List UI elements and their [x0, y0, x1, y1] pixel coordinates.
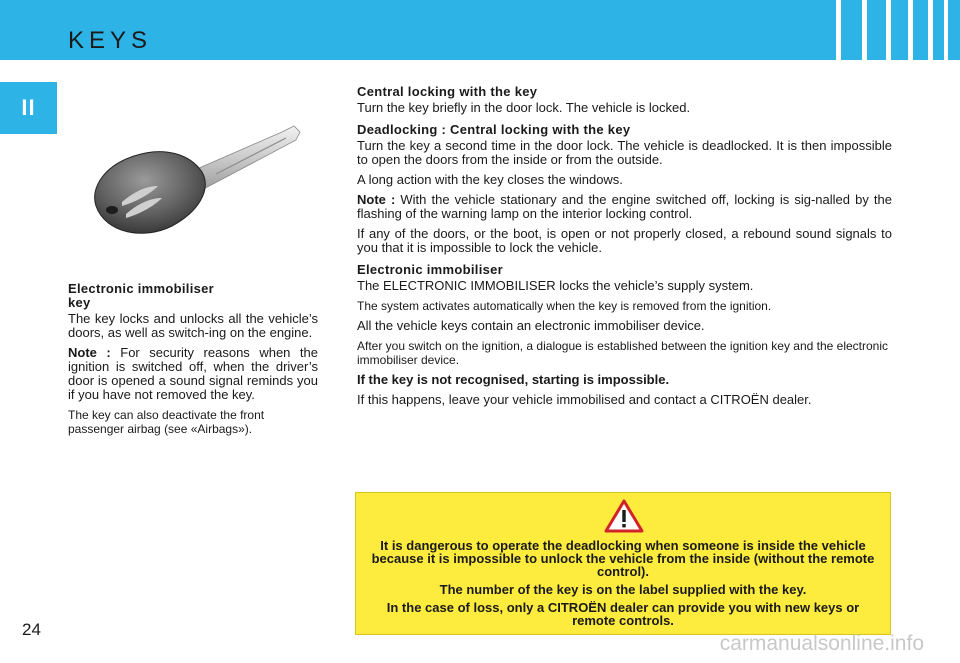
warning-paragraph-deadlocking: It is dangerous to operate the deadlocking when someone is inside the vehicle because it is impossible to unlock the vehicle from the inside (without the remote control). [371, 538, 875, 579]
auto-activation-text: The system activates automatically when the key is removed from the ignition. [357, 299, 772, 313]
immobiliser-key-heading-line2: key [68, 295, 91, 310]
note-text: With the vehicle stationary and the engine switched off, locking is sig-nalled by the flashing of the warning lamp on the interior locking control. [357, 192, 892, 221]
warning-box [355, 492, 891, 635]
airbag-paragraph: The key can also deactivate the front passenger airbag (see «Airbags»). [68, 408, 265, 436]
central-locking-text: Turn the key briefly in the door lock. The vehicle is locked. [357, 100, 691, 115]
page-number: 24 [22, 620, 41, 639]
warning-text [370, 539, 876, 632]
warning-paragraph-loss: In the case of loss, only a CITROËN dealer can provide you with new keys or remote controls. [386, 600, 860, 628]
right-column [357, 85, 892, 413]
immobiliser-supply-text: The ELECTRONIC IMMOBILISER locks the vehicle’s supply system. [357, 278, 754, 293]
deadlocking-heading: Deadlocking : Central locking with the key [357, 122, 631, 137]
left-column [68, 282, 318, 442]
note-text: For security reasons when the ignition is switched off, when the driver’s door is opened a sound signal reminds you if you have not removed the key. [68, 345, 318, 402]
not-recognised-text: If the key is not recognised, starting is impossible. [357, 372, 670, 387]
central-locking-heading: Central locking with the key [357, 84, 538, 99]
immobiliser-key-heading-line1: Electronic immobiliser [68, 281, 215, 296]
long-action-text: A long action with the key closes the windows. [357, 172, 623, 187]
header-decorative-stripes [0, 0, 960, 60]
note-label: Note : [68, 345, 111, 360]
page-title: KEYS [68, 27, 153, 54]
key-locks-paragraph: The key locks and unlocks all the vehicle’s doors, as well as switch-ing on the engine. [68, 311, 318, 340]
warning-paragraph-key-number: The number of the key is on the label supplied with the key. [439, 582, 807, 597]
deadlocking-text: Turn the key a second time in the door lock. The vehicle is deadlocked. It is then impossible to open the doors from the inside or from the outside. [357, 138, 892, 167]
key-illustration [86, 110, 316, 245]
note-label: Note : [357, 192, 396, 207]
electronic-immobiliser-heading: Electronic immobiliser [357, 262, 504, 277]
watermark: carmanualsonline.info [719, 632, 924, 655]
dialogue-text: After you switch on the ignition, a dialogue is established between the ignition key and the electronic immobiliser device. [357, 339, 888, 367]
security-note-paragraph [68, 346, 318, 402]
header-bar [0, 0, 960, 60]
section-tab: II [0, 82, 57, 134]
all-keys-text: All the vehicle keys contain an electronic immobiliser device. [357, 318, 705, 333]
contact-dealer-text: If this happens, leave your vehicle immobilised and contact a CITROËN dealer. [357, 392, 812, 407]
rebound-signal-text: If any of the doors, or the boot, is open or not properly closed, a rebound sound signals to you that it is impossible to lock the vehicle. [357, 226, 892, 255]
locking-note-paragraph [357, 193, 892, 221]
immobiliser-key-heading [68, 282, 318, 310]
warning-triangle-icon [604, 499, 644, 533]
